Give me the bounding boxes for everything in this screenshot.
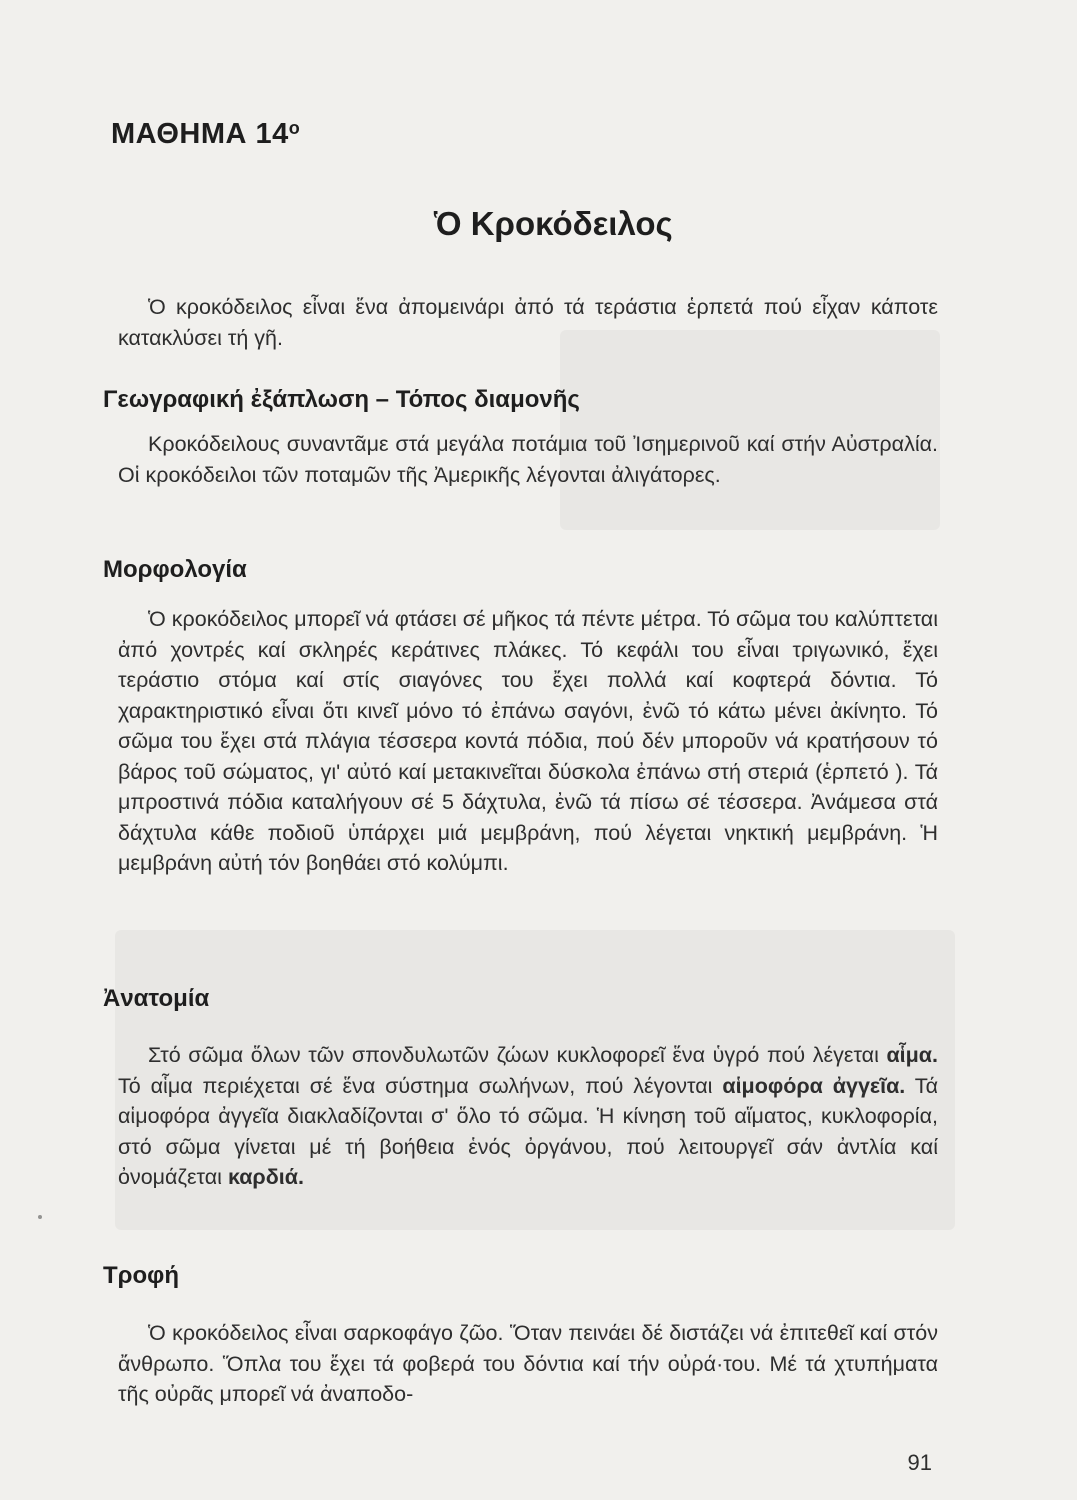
section-heading-anatomy: Ἀνατομία [103,985,210,1012]
food-paragraph: Ὁ κροκόδειλος εἶναι σαρκοφάγο ζῶο. Ὅταν πεινάει δέ διστάζει νά ἐπιτεθεῖ καί στόν ἄνθρωπο. Ὅπλα του ἔχει τά φοβερά του δόντια καί τήν οὐρά·του. Μέ τά χτυπήματα τῆς οὐρᾶς μπορεῖ νά ἀναποδο- [118,1321,938,1406]
morphology-paragraph: Ὁ κροκόδειλος μπορεῖ νά φτάσει σέ μῆκος τά πέντε μέτρα. Τό σῶμα του καλύπτεται ἀπό χοντρές καί σκληρές κεράτινες πλάκες. Τό κεφάλι του εἶναι τριγωνικό, ἔχει τεράστιο στόμα καί στίς σιαγόνες του ἔχει πολλά καί κοφτερά δόντια. Τό χαρακτηριστικό εἶναι ὅτι κινεῖ μόνο τό ἐπάνω σαγόνι, ἐνῶ τό κάτω μένει ἀκίνητο. Τό σῶμα του ἔχει στά πλάγια τέσσερα κοντά πόδια, πού δέν μποροῦν νά κρατήσουν τό βάρος τοῦ σώματος, γι' αὐτό καί μετακινεῖται δύσκολα ἐπάνω στή στεριά (ἑρπετό ). Τά μπροστινά πόδια καταλήγουν σέ 5 δάχτυλα, ἐνῶ τά πίσω σέ τέσσερα. Ἀνάμεσα στά δάχτυλα κάθε ποδιοῦ ὑπάρχει μιά μεμβράνη, πού λέγεται νηκτική μεμβράνη. Ἡ μεμβράνη αὐτή τόν βοηθάει στό κολύμπι. [118,607,938,875]
section-heading-food: Τροφή [103,1262,179,1289]
lesson-label: ΜΑΘΗΜΑ $14^o$ [111,118,301,150]
intro-paragraph: Ὁ κροκόδειλος εἶναι ἕνα ἀπομεινάρι ἀπό τά τεράστια ἑρπετά πού εἶχαν κάποτε κατακλύσει τή γῆ. [118,295,938,350]
page-number: 91 [907,1450,932,1475]
geography-paragraph: Κροκόδειλους συναντᾶμε στά μεγάλα ποτάμια τοῦ Ἰσημερινοῦ καί στήν Αὐστραλία. Οἱ κροκόδειλοι τῶν ποταμῶν τῆς Ἀμερικῆς λέγονται ἀλιγάτορες. [118,432,938,487]
term-heart: καρδιά. [227,1165,304,1189]
print-speck [38,1215,42,1219]
page-title: Ὁ Κροκόδειλος [434,205,673,242]
section-heading-geography: Γεωγραφική ἐξάπλωση – Τόπος διαμονῆς [103,386,580,413]
term-blood: αἷμα. [886,1043,938,1067]
anatomy-paragraph: Στό σῶμα ὅλων τῶν σπονδυλωτῶν ζώων κυκλοφορεῖ ἕνα ὑγρό πού λέγεται αἷμα. Τό αἷμα περιέχεται σέ ἕνα σύστημα σωλήνων, πού λέγονται αἱμοφόρα ἀγγεῖα. Τά αἱμοφόρα ἀγγεῖα διακλαδίζονται σ' ὅλο τό σῶμα. Ἡ κίνηση τοῦ αἵματος, κυκλοφορία, στό σῶμα γίνεται μέ τή βοήθεια ἑνός ὀργάνου, πού λειτουργεῖ σάν ἀντλία καί ὀνομάζεται καρδιά. [118,1043,938,1189]
term-blood-vessels: αἱμοφόρα ἀγγεῖα. [722,1073,906,1098]
section-heading-morphology: Μορφολογία [103,556,247,583]
